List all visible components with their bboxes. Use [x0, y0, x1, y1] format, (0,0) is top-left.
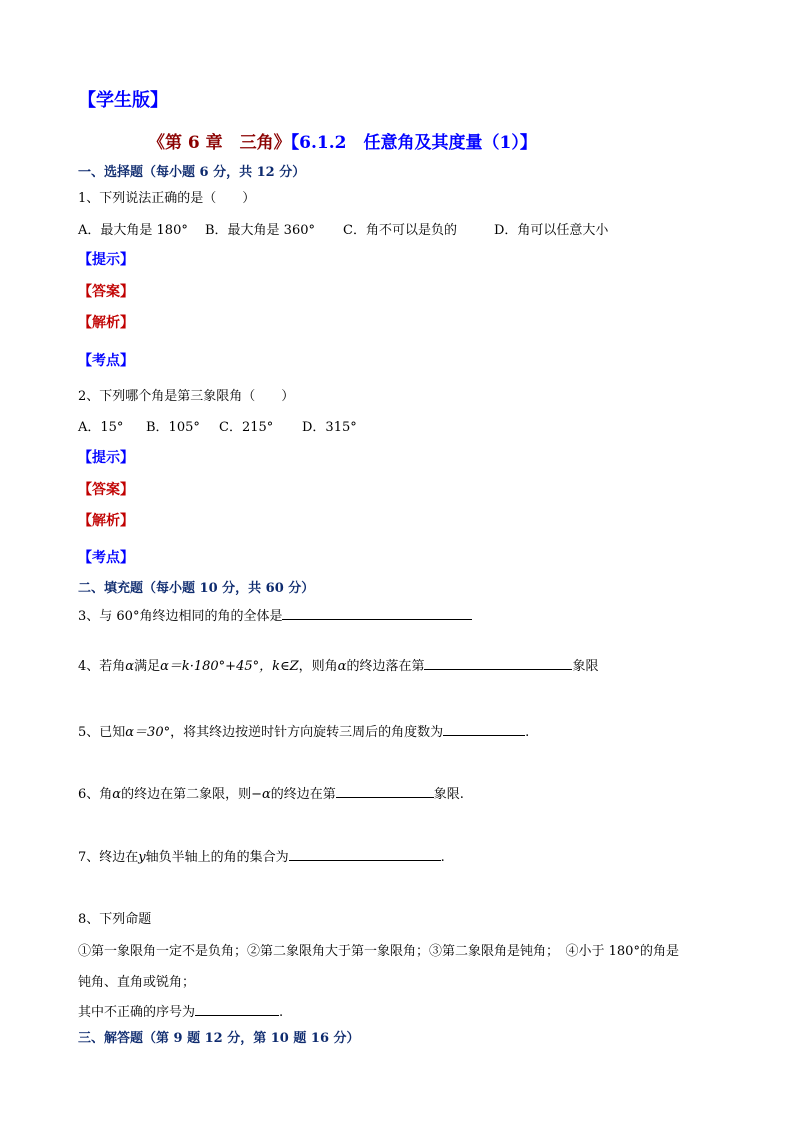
q8-prompt	[78, 1001, 283, 1020]
question-7	[78, 846, 445, 865]
q6-suffix: 象限.	[433, 787, 464, 802]
q4-mid3: 的终边落在第	[346, 659, 425, 674]
q1-answer-label: 【答案】	[78, 284, 134, 300]
question-5	[78, 721, 529, 740]
question-1: 1、下列说法正确的是（ ）	[78, 191, 256, 206]
question-8: 8、下列命题	[78, 912, 152, 927]
q1-analysis-label: 【解析】	[78, 315, 134, 331]
section-heading-choice: 一、选择题（每小题 6 分，共 12 分）	[78, 165, 306, 180]
q2-analysis-label: 【解析】	[78, 513, 134, 529]
q3-text: 3、与 60°角终边相同的角的全体是	[78, 609, 283, 624]
q5-answer-blank[interactable]	[443, 721, 525, 736]
q4-prefix: 4、若角	[78, 659, 126, 674]
q2-hint-label: 【提示】	[78, 450, 134, 466]
q2-option-d: D．315°	[302, 420, 357, 435]
q2-answer-label: 【答案】	[78, 482, 134, 498]
question-4	[78, 655, 598, 674]
section-heading-solve: 三、解答题（第 9 题 12 分，第 10 题 16 分）	[78, 1031, 360, 1046]
q8-statements-line1: ①第一象限角一定不是负角；②第二象限角大于第一象限角；③第二象限角是钝角； ④小于 180°的角是	[78, 944, 679, 959]
q5-formula: α＝30°	[125, 725, 171, 740]
section-heading-fill: 二、填充题（每小题 10 分，共 60 分）	[78, 581, 315, 596]
q7-suffix: .	[440, 850, 445, 865]
q2-option-c: C．215°	[219, 420, 274, 435]
q6-alpha: α	[112, 787, 122, 802]
q5-suffix: .	[525, 725, 530, 740]
q6-mid2: 的终边在第	[270, 787, 336, 802]
q8-prompt-suffix: .	[279, 1005, 284, 1020]
version-label: 【学生版】	[78, 90, 168, 111]
section-title: 【6.1.2 任意角及其度量（1）】	[290, 133, 537, 153]
q2-option-a: A．15°	[78, 420, 124, 435]
q8-prompt-text: 其中不正确的序号为	[78, 1005, 196, 1020]
q2-point-label: 【考点】	[78, 550, 134, 566]
q8-statements-line2: 钝角、直角或锐角；	[78, 975, 196, 990]
q7-prefix: 7、终边在	[78, 850, 139, 865]
q1-option-b: B．最大角是 360°	[205, 223, 315, 238]
q7-answer-blank[interactable]	[289, 846, 441, 861]
q4-suffix: 象限	[572, 659, 599, 674]
q1-option-d: D．角可以任意大小	[494, 223, 609, 238]
q6-prefix: 6、角	[78, 787, 113, 802]
page-title	[148, 128, 537, 153]
q8-answer-blank[interactable]	[195, 1001, 279, 1016]
q3-answer-blank[interactable]	[282, 605, 472, 620]
q1-option-c: C．角不可以是负的	[343, 223, 457, 238]
q7-yvar: y	[138, 850, 146, 865]
q6-answer-blank[interactable]	[336, 783, 434, 798]
q2-option-b: B．105°	[146, 420, 200, 435]
q7-mid: 轴负半轴上的角的集合为	[145, 850, 289, 865]
q6-mid1: 的终边在第二象限，则	[121, 787, 252, 802]
q1-hint-label: 【提示】	[78, 252, 134, 268]
q5-mid: ，将其终边按逆时针方向旋转三周后的角度数为	[170, 725, 444, 740]
question-3	[78, 605, 472, 624]
question-2: 2、下列哪个角是第三象限角（ ）	[78, 389, 295, 404]
q1-point-label: 【考点】	[78, 353, 134, 369]
q6-neg-alpha: −α	[251, 787, 271, 802]
question-6	[78, 783, 464, 802]
q4-mid2: ，则角	[298, 659, 338, 674]
q1-option-a: A．最大角是 180°	[78, 223, 188, 238]
q4-formula: α＝k·180°+45°，k∈Z	[160, 659, 299, 674]
chapter-title: 《第 6 章 三角》	[148, 133, 291, 153]
q4-alpha-2: α	[337, 659, 347, 674]
q4-mid1: 满足	[134, 659, 161, 674]
q4-answer-blank[interactable]	[424, 655, 572, 670]
q5-prefix: 5、已知	[78, 725, 126, 740]
q4-alpha: α	[125, 659, 135, 674]
